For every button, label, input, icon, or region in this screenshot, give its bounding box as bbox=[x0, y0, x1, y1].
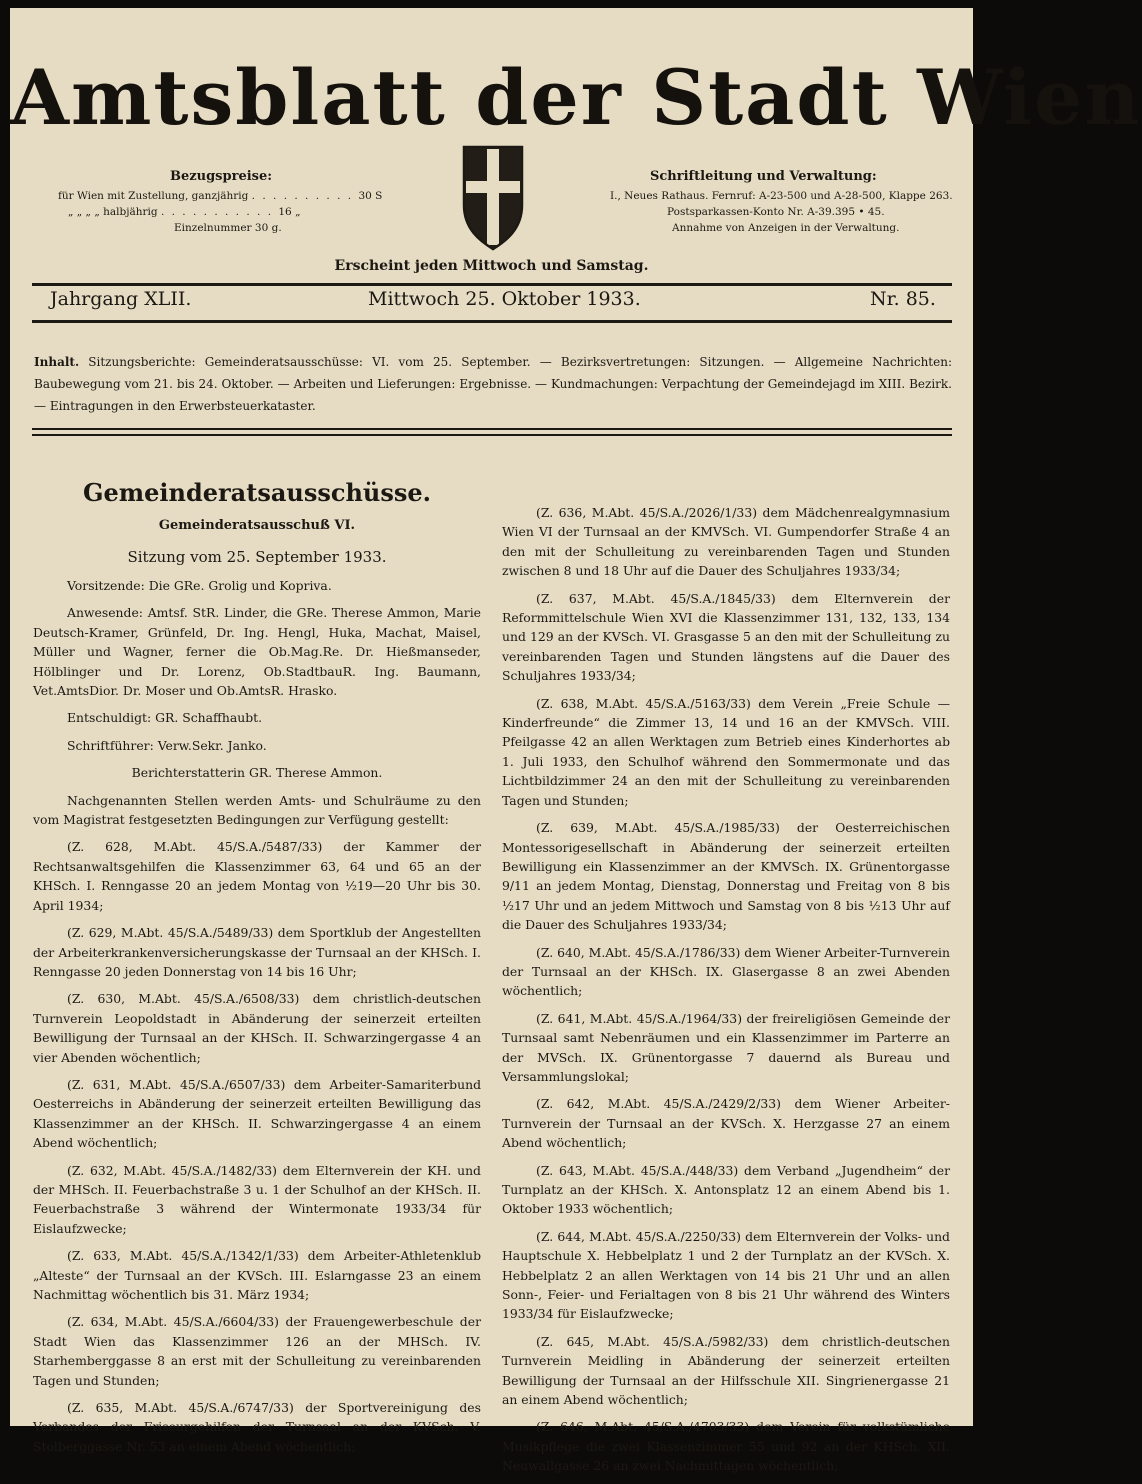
price-line-1-label: für Wien mit Zustellung, ganzjährig bbox=[58, 190, 249, 202]
contents-text: Sitzungsberichte: Gemeinderatsausschüsse: VI. vom 25. September. — Bezirksvertretungen: Sitzungen. — Allgemeine Nachrichten: Baubewegung vom 21. bis 24. Oktober. — Arbeiten und Lieferungen: Ergebnisse. — Kundmachungen: Verpachtung der Gemeindejagd im XIII. Bezirk. — Eintragungen in den Erwerbsteuerkataster. bbox=[34, 355, 952, 413]
vienna-coat-of-arms bbox=[462, 143, 524, 251]
sitting-date: Sitzung vom 25. September 1933. bbox=[127, 548, 387, 566]
list-item: (Z. 644, M.Abt. 45/S.A./2250/33) dem Elternverein der Volks- und Hauptschule X. Hebbelplatz 1 und 2 der Turnplatz an der KVSch. X. Hebbelplatz 2 an allen Werktagen von 14 bis 21 Uhr und an allen Sonn-, Feier- und Ferialtagen von 8 bis 21 Uhr während des Winters 1933/34 für Eislaufzwecke; bbox=[502, 1228, 950, 1322]
dot-leader: . . . . . . . . . . bbox=[251, 190, 359, 202]
newspaper-page bbox=[10, 8, 1142, 1474]
price-line-2-label: „ „ „ „ halbjährig bbox=[68, 206, 158, 218]
list-item: (Z. 642, M.Abt. 45/S.A./2429/2/33) dem Wiener Arbeiter-Turnverein der Turnsaal an der KVSch. X. Herzgasse 27 an einem Abend wöchentlich; bbox=[502, 1096, 950, 1151]
editorial-title: Schriftleitung und Verwaltung: bbox=[650, 169, 877, 184]
editorial-line-3: Annahme von Anzeigen in der Verwaltung. bbox=[672, 222, 900, 234]
list-item: (Z. 639, M.Abt. 45/S.A./1985/33) der Oesterreichischen Montessorigesellschaft in Abänderung der seinerzeit erteilten Bewilligung ein Klassenzimmer an der KMVSch. IX. Grünentorgasse 9/11 an jedem Montag, Dienstag, Donnerstag und Freitag von 8 bis ½17 Uhr und an jedem Mittwoch und Samstag von 8 bis ½13 Uhr auf die Dauer des Schuljahres 1933/34; bbox=[502, 820, 950, 933]
section-title: Gemeinderatsausschüsse. bbox=[82, 478, 432, 507]
header-rule-top bbox=[32, 283, 952, 286]
list-item: (Z. 632, M.Abt. 45/S.A./1482/33) dem Elternverein der KH. und der MHSch. II. Feuerbachstraße 3 u. 1 der Schulhof an der KHSch. II. Feuerbachstraße 3 während der Wintermonate 1933/34 für Eislaufzwecke; bbox=[33, 1162, 481, 1236]
list-item: (Z. 629, M.Abt. 45/S.A./5489/33) dem Sportklub der Angestellten der Arbeiterkrankenversicherungskasse der Turnsaal an der KHSch. I. Renngasse 20 jeden Donnerstag von 14 bis 16 Uhr; bbox=[33, 925, 481, 979]
dot-leader: . . . . . . . . . . . bbox=[160, 206, 279, 218]
secretary-line: Schriftführer: Verw.Sekr. Janko. bbox=[67, 737, 267, 753]
table-of-contents bbox=[34, 351, 952, 417]
contents-rule-1 bbox=[32, 428, 952, 430]
publication-schedule: Erscheint jeden Mittwoch und Samstag. bbox=[334, 258, 649, 274]
right-column bbox=[502, 503, 950, 1484]
left-column bbox=[33, 476, 481, 1464]
rapporteur-line: Berichterstatterin GR. Therese Ammon. bbox=[131, 765, 383, 781]
intro-paragraph: Nachgenannten Stellen werden Amts- und Schulräume zu den vom Magistrat festgesetzten Bedingungen zur Verfügung gestellt: bbox=[33, 792, 481, 828]
price-line-2-value: 16 „ bbox=[278, 206, 301, 218]
contents-rule-2 bbox=[32, 434, 952, 436]
list-item: (Z. 630, M.Abt. 45/S.A./6508/33) dem christlich-deutschen Turnverein Leopoldstadt in Abänderung der seinerzeit erteilten Bewilligung der Turnsaal an der KHSch. II. Schwarzingergasse 4 an vier Abenden wöchentlich; bbox=[33, 991, 481, 1065]
chair-line: Vorsitzende: Die GRe. Grolig und Kopriva. bbox=[67, 578, 332, 593]
editorial-line-1: I., Neues Rathaus. Fernruf: A-23-500 und A-28-500, Klappe 263. bbox=[610, 190, 953, 202]
list-item: (Z. 634, M.Abt. 45/S.A./6604/33) der Frauengewerbeschule der Stadt Wien das Klassenzimmer 126 an der MHSch. IV. Starhemberggasse 8 an erst mit der Schulleitung zu vereinbarenden Tagen und Stunden; bbox=[33, 1314, 481, 1388]
excused-line: Entschuldigt: GR. Schaffhaubt. bbox=[67, 710, 263, 726]
masthead-title: Amtsblatt der Stadt Wien bbox=[10, 53, 1142, 142]
list-item: (Z. 645, M.Abt. 45/S.A./5982/33) dem christlich-deutschen Turnverein Meidling in Abänderung der seinerzeit erteilten Bewilligung der Turnsaal an der Hilfsschule XII. Singrienergasse 21 an einem Abend wöchentlich; bbox=[502, 1333, 950, 1408]
list-item: (Z. 638, M.Abt. 45/S.A./5163/33) dem Verein „Freie Schule — Kinderfreunde“ die Zimmer 13, 14 und 16 an der KMVSch. VIII. Pfeilgasse 42 an allen Werktagen zum Betrieb eines Kinderhortes ab 1. Juli 1933, den Schulhof während den Sommermonate und das Lichtbildzimmer 24 an den mit der Schulleitung zu vereinbarenden Tagen und Stunden; bbox=[502, 695, 950, 808]
list-item: (Z. 628, M.Abt. 45/S.A./5487/33) der Kammer der Rechtsanwaltsgehilfen die Klassenzimmer 63, 64 und 65 an der KHSch. I. Renngasse 20 an jedem Montag von ½19—20 Uhr bis 30. April 1934; bbox=[33, 839, 481, 913]
list-item: (Z. 633, M.Abt. 45/S.A./1342/1/33) dem Arbeiter-Athletenklub „Alteste“ der Turnsaal an der KVSch. III. Eslarngasse 23 an einem Nachmittag wöchentlich bis 31. März 1934; bbox=[33, 1248, 481, 1302]
list-item: (Z. 636, M.Abt. 45/S.A./2026/1/33) dem Mädchenrealgymnasium Wien VI der Turnsaal an der KMVSch. VI. Gumpendorfer Straße 4 an den mit der Schulleitung zu vereinbarenden Tagen und Stunden zwischen 8 und 18 Uhr auf die Dauer des Schuljahres 1933/34; bbox=[502, 505, 950, 579]
editorial-line-2: Postsparkassen-Konto Nr. A-39.395 • 45. bbox=[667, 206, 885, 218]
issue-line bbox=[32, 288, 952, 316]
header-rule-bottom bbox=[32, 320, 952, 323]
price-line-1-value: 30 S bbox=[358, 190, 383, 202]
list-item: (Z. 643, M.Abt. 45/S.A./448/33) dem Verband „Jugendheim“ der Turnplatz an der KHSch. X. Antonsplatz 12 an einem Abend bis 1. Oktober 1933 wöchentlich; bbox=[502, 1162, 950, 1217]
list-item: (Z. 635, M.Abt. 45/S.A./6747/33) der Sportvereinigung des Verbandes der Friseurgehilfen der Turnsaal an der KVSch. V. Stolberggasse Nr. 53 an einem Abend wöchentlich; bbox=[33, 1400, 481, 1454]
contents-label: Inhalt. bbox=[34, 355, 80, 369]
committee-title: Gemeinderatsausschuß VI. bbox=[158, 518, 356, 533]
single-issue-price: Einzelnummer 30 g. bbox=[174, 222, 282, 234]
list-item: (Z. 641, M.Abt. 45/S.A./1964/33) der freireligiösen Gemeinde der Turnsaal samt Nebenräumen und ein Klassenzimmer im Parterre an der MVSch. IX. Grünentorgasse 7 dauernd als Bureau und Versammlungslokal; bbox=[502, 1010, 950, 1084]
attendees-paragraph: Anwesende: Amtsf. StR. Linder, die GRe. Therese Ammon, Marie Deutsch-Kramer, Grünfeld, Dr. Ing. Hengl, Huka, Machat, Maisel, Müller und Wagner, ferner die Ob.Mag.Re. Dr. Hießmanseder, Hölblinger und Dr. Lorenz, Ob.StadtbauR. Ing. Baumann, Vet.AmtsDior. Dr. Moser und Ob.AmtsR. Hrasko. bbox=[33, 605, 481, 699]
list-item: (Z. 646, M.Abt. 45/S.A./4703/33) dem Verein für volkstümliche Musikpflege die zwei Klassenzimmer 55 und 92 an der KHSch. XII. Neuwallgasse 26 an zwei Nachmittagen wöchentlich; bbox=[502, 1419, 950, 1474]
issue-number: Nr. 85. bbox=[870, 288, 936, 310]
price-line-2 bbox=[68, 204, 301, 220]
prices-title: Bezugspreise: bbox=[170, 169, 273, 184]
list-item: (Z. 637, M.Abt. 45/S.A./1845/33) dem Elternverein der Reformmittelschule Wien XVI die Klassenzimmer 131, 132, 133, 134 und 129 an der KVSch. VI. Grasgasse 5 an den mit der Schulleitung zu vereinbarenden Tagen und Stunden längstens auf die Dauer des Schuljahres 1933/34; bbox=[502, 590, 950, 684]
volume-label: Jahrgang XLII. bbox=[50, 288, 192, 310]
list-item: (Z. 631, M.Abt. 45/S.A./6507/33) dem Arbeiter-Samariterbund Oesterreichs in Abänderung der seinerzeit erteilten Bewilligung das Klassenzimmer an der KHSch. II. Schwarzingergasse 4 an einem Abend wöchentlich; bbox=[33, 1076, 481, 1151]
price-line-1 bbox=[58, 188, 382, 204]
issue-date: Mittwoch 25. Oktober 1933. bbox=[368, 288, 641, 310]
list-item: (Z. 640, M.Abt. 45/S.A./1786/33) dem Wiener Arbeiter-Turnverein der Turnsaal an der KHSch. IX. Glasergasse 8 an zwei Abenden wöchentlich; bbox=[502, 944, 950, 999]
